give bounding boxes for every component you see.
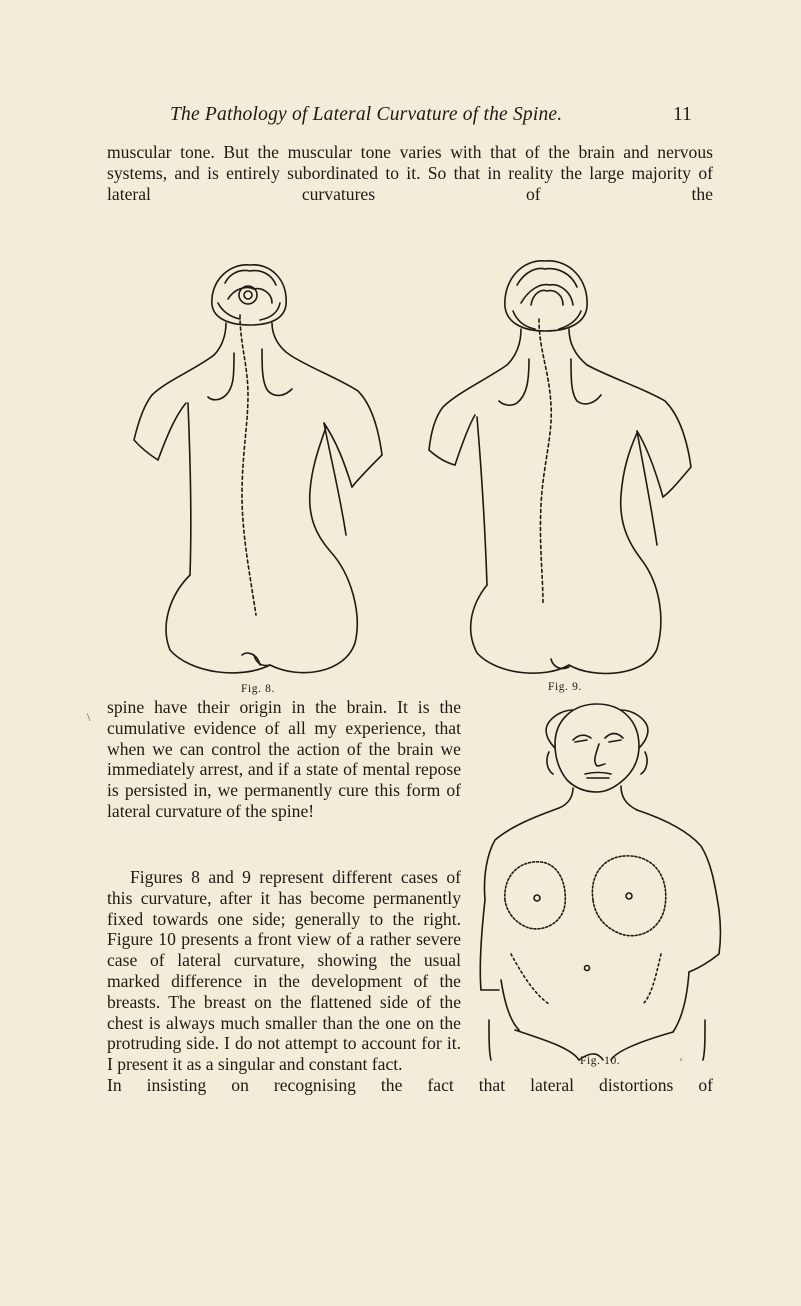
figure-8-illustration [130,255,390,680]
figure-9-illustration [425,255,715,680]
paragraph-3: Figures 8 and 9 represent different cases of this curvature, after it has become permanently fixed towards one side; generally to the right. Figure 10 presents a front view of a rather severe case of lateral curvature, showing the usual marked difference in the development of the breasts. The breast on the flattened side of the chest is always much smaller than the one on the protruding side. I do not attempt to account for it. I present it as a singular and constant fact. [107,867,461,1075]
running-title: The Pathology of Lateral Curvature of the Spine. [170,104,563,125]
page-number: 11 [673,104,692,125]
figure-9-caption: Fig. 9. [548,681,582,693]
figure-8-caption: Fig. 8. [241,683,275,695]
margin-mark-right: ' [680,1055,683,1069]
figure-10-caption: Fig. 10. [580,1055,621,1067]
paragraph-4: In insisting on recognising the fact that lateral distortions of [107,1075,713,1095]
paragraph-1: muscular tone. But the muscular tone varies with that of the brain and nervous systems, and is entirely subordinated to it. So that in reality the large majority of lateral curvatures of the [107,142,713,204]
margin-mark-left: \ [87,710,91,724]
figure-10-illustration [475,700,725,1060]
paragraph-2: spine have their origin in the brain. It is the cumulative evidence of all my experience, that when we can control the action of the brain we immediately arrest, and if a state of mental repose is persisted in, we permanently cure this form of lateral curvature of the spine! [107,697,461,821]
page-header [0,104,801,134]
